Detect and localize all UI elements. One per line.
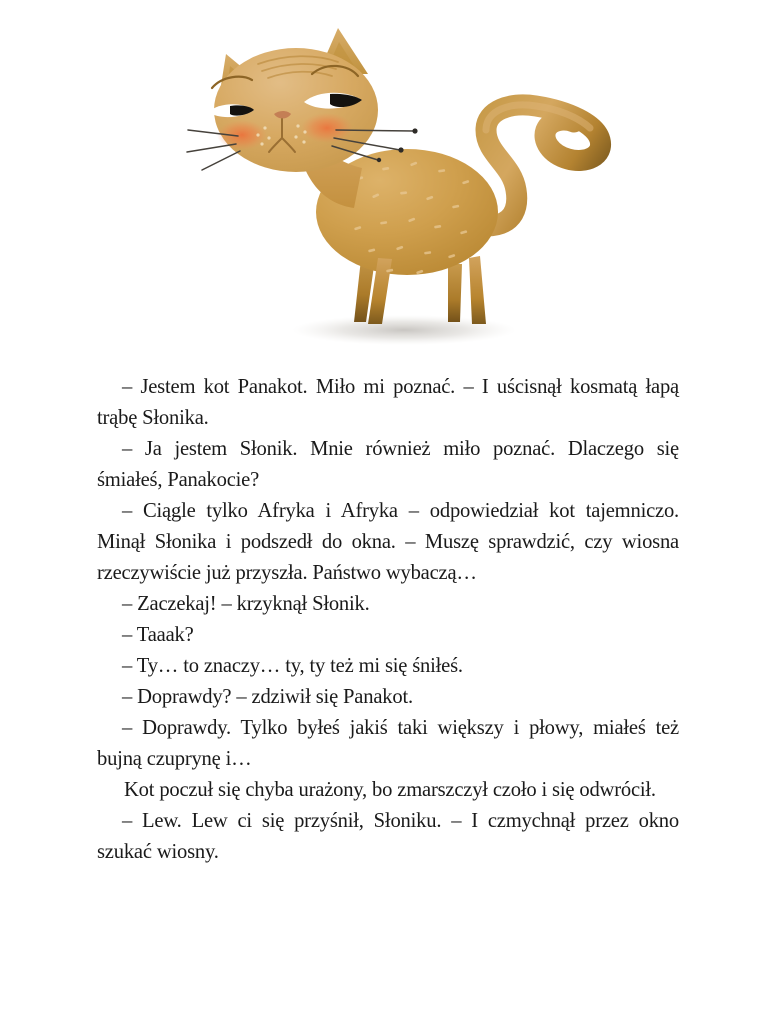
cat-blush-right xyxy=(301,113,353,143)
paragraph-2: – Ja jestem Słonik. Mnie również miło poznać. Dlaczego się śmiałeś, Panakocie? xyxy=(97,438,679,491)
paragraph-6: – Ty… to znaczy… ty, ty też mi się śniłeś. xyxy=(122,655,463,677)
paragraph-1: – Jestem kot Panakot. Miło mi poznać. – I uścisnął kosmatą łapą trąbę Słonika. xyxy=(97,376,679,429)
paragraph-5: – Taaak? xyxy=(122,624,194,646)
cat-leg-front-near xyxy=(469,256,486,324)
cat-whiskers-left xyxy=(187,130,240,170)
cartoon-cat-illustration xyxy=(186,18,636,363)
paragraph-4: – Zaczekaj! – krzyknął Słonik. xyxy=(122,593,370,615)
paragraph-7: – Doprawdy? – zdziwił się Panakot. xyxy=(122,686,413,708)
story-text-block xyxy=(97,372,679,868)
cat-leg-front-far xyxy=(448,264,462,322)
paragraph-3: – Ciągle tylko Afryka i Afryka – odpowiedział kot tajemniczo. Minął Słonika i podszedł do okna. – Muszę sprawdzić, czy wiosna rzeczywiście już przyszła. Państwo wybaczą… xyxy=(97,500,679,584)
paragraph-10: – Lew. Lew ci się przyśnił, Słoniku. – I czmychnął przez okno szukać wiosny. xyxy=(97,810,679,863)
paragraph-8: – Doprawdy. Tylko byłeś jakiś taki większy i płowy, miałeś też bujną czuprynę i… xyxy=(97,717,679,770)
paragraph-9: Kot poczuł się chyba urażony, bo zmarszczył czoło i się odwrócił. xyxy=(124,779,656,801)
